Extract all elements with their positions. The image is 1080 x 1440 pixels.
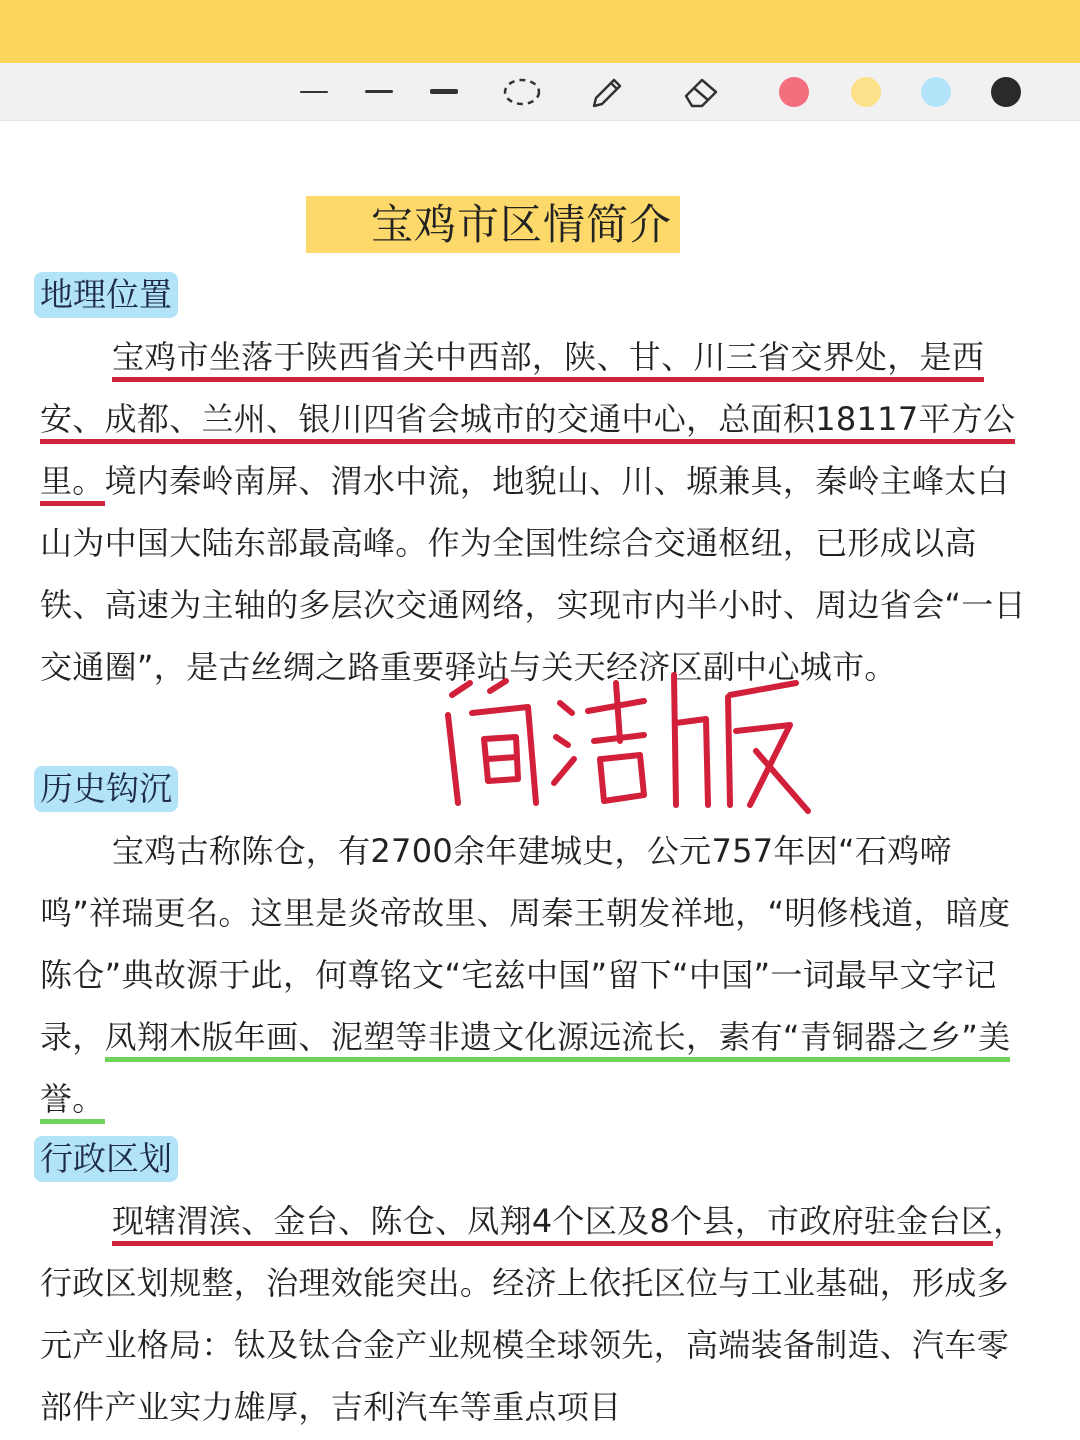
thin-line-icon[interactable] — [292, 63, 336, 120]
paragraph-history — [40, 820, 1030, 1130]
underlined-text: 源远流长，素有“青铜器之乡”美誉。 — [40, 1018, 1010, 1124]
thick-line-icon[interactable] — [422, 63, 466, 120]
section-heading-history: 历史钩沉 — [34, 766, 178, 812]
paragraph-geography — [40, 326, 1030, 698]
underlined-text: 台区 — [929, 1202, 994, 1246]
swatch-fill — [851, 77, 881, 107]
paragraph-text: 宝鸡古称陈仓，有2700余年建城史，公元757年因“石鸡啼鸣”祥瑞更名。这里是炎帝故里、周秦王朝发祥地，“明修栈道，暗度陈仓”典故源于此，何尊铭文“宅兹中国”留下“中国”一词最早文字记录， — [40, 832, 1011, 1056]
page-title: 宝鸡市区情简介 — [370, 200, 672, 249]
swatch-fill — [779, 77, 809, 107]
underlined-text: 18117平方公里。 — [40, 400, 1015, 506]
top-header-bar — [0, 0, 1080, 63]
underlined-text: 现辖渭滨、金台、陈仓、凤翔4个区及8个县，市政府驻金 — [112, 1202, 929, 1246]
color-swatch-black[interactable] — [984, 63, 1028, 120]
underlined-text: 是西安、成都、兰州、银川四省会城市的交通中心，总面积 — [40, 338, 984, 444]
drawing-toolbar — [0, 63, 1080, 121]
eraser-icon[interactable] — [678, 63, 724, 120]
medium-line-icon[interactable] — [357, 63, 401, 120]
underlined-text: 凤翔木版年画、泥塑等非遗文化 — [105, 1018, 557, 1062]
swatch-fill — [921, 77, 951, 107]
pencil-icon[interactable] — [584, 63, 628, 120]
section-heading-geography: 地理位置 — [34, 272, 178, 318]
color-swatch-blue[interactable] — [914, 63, 958, 120]
paragraph-text: 境内秦岭南屏、渭水中流，地貌山、川、塬兼具，秦岭主峰太白山为中国大陆东部最高峰。作为全国性综合交通枢纽，已形成以高铁、高速为主轴的多层次交通网络，实现市内半小时、周边省会“一日交通圈”，是古丝绸之路重要驿站与关天经济区副中心城市。 — [40, 462, 1026, 686]
lasso-icon[interactable] — [500, 63, 544, 120]
underlined-text: 宝鸡市坐落于陕西省关中西部，陕、甘、川三省交界处， — [112, 338, 920, 382]
paragraph-text: ，行政区划规整，治理效能突出。经济上依托区位与工业基础，形成多元产业格局：钛及钛合金产业规模全球领先，高端装备制造、汽车零部件产业实力雄厚，吉利汽车等重点项目 — [40, 1202, 1026, 1426]
swatch-fill — [991, 77, 1021, 107]
section-heading-administration: 行政区划 — [34, 1136, 178, 1182]
paragraph-administration — [40, 1190, 1030, 1438]
color-swatch-yellow[interactable] — [844, 63, 888, 120]
color-swatch-red[interactable] — [772, 63, 816, 120]
